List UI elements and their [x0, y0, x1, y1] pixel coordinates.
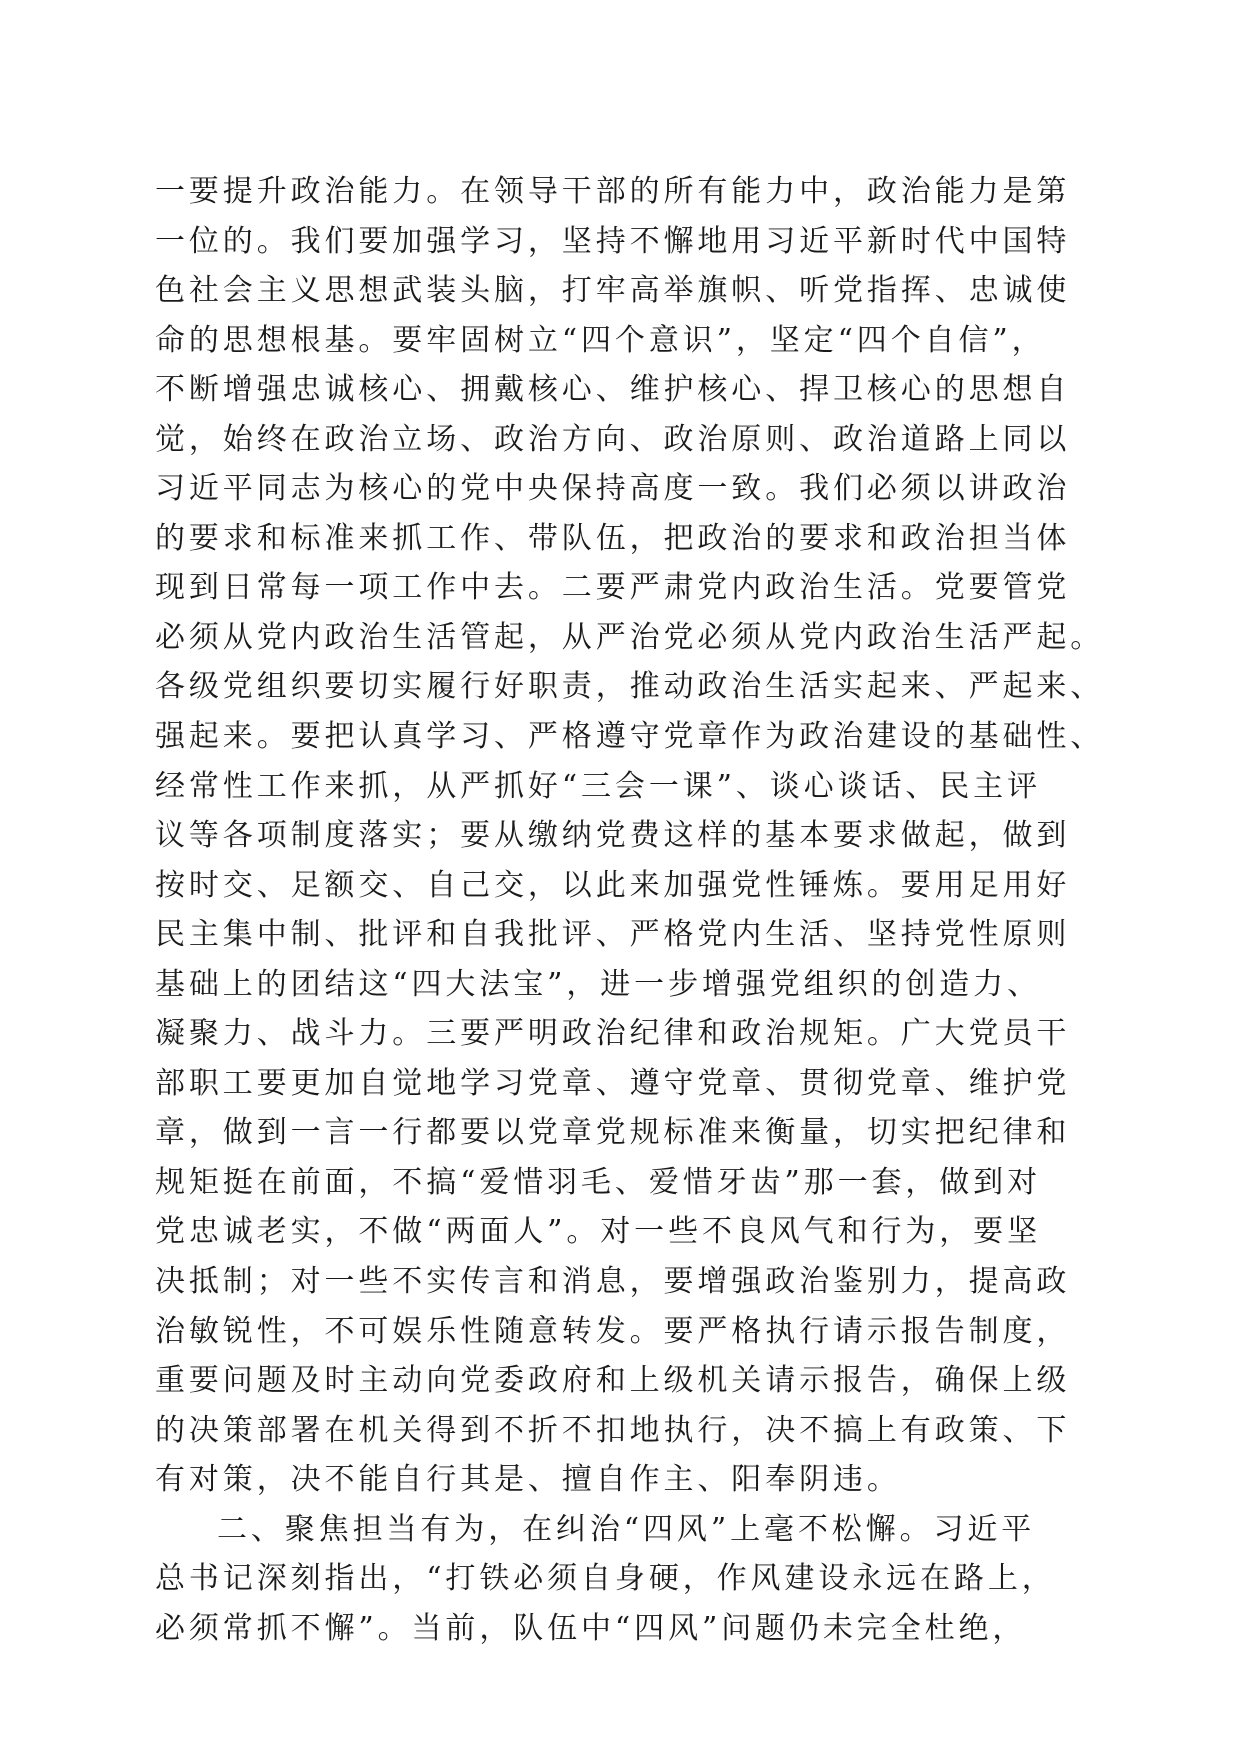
text-line: 部职工要更加自觉地学习党章、遵守党章、贯彻党章、维护党 [155, 1065, 1071, 1101]
text-line: 决抵制；对一些不实传言和消息，要增强政治鉴别力，提高政 [155, 1264, 1071, 1300]
text-line: 现到日常每一项工作中去。二要严肃党内政治生活。党要管党 [155, 570, 1071, 606]
text-line: 基础上的团结这“四大法宝”，进一步增强党组织的创造力、 [155, 966, 1041, 1002]
text-line: 按时交、足额交、自己交，以此来加强党性锤炼。要用足用好 [155, 867, 1071, 903]
text-line: 一位的。我们要加强学习，坚持不懈地用习近平新时代中国特 [155, 223, 1071, 259]
text-line: 的要求和标准来抓工作、带队伍，把政治的要求和政治担当体 [155, 520, 1071, 556]
text-line: 习近平同志为核心的党中央保持高度一致。我们必须以讲政治 [155, 471, 1071, 507]
text-line: 必须常抓不懈”。当前，队伍中“四风”问题仍未完全杜绝， [155, 1610, 1027, 1646]
text-line: 总书记深刻指出，“打铁必须自身硬，作风建设永远在路上， [155, 1561, 1056, 1597]
text-line: 各级党组织要切实履行好职责，推动政治生活实起来、严起来、 [155, 669, 1105, 705]
text-line: 一要提升政治能力。在领导干部的所有能力中，政治能力是第 [155, 174, 1071, 209]
text-line: 规矩挺在前面，不搞“爱惜羽毛、爱惜牙齿”那一套，做到对 [155, 1164, 1041, 1200]
text-line: 治敏锐性，不可娱乐性随意转发。要严格执行请示报告制度， [155, 1313, 1071, 1349]
text-line: 的决策部署在机关得到不折不扣地执行，决不搞上有政策、下 [155, 1412, 1071, 1448]
section-heading-line: 二、聚焦担当有为，在纠治“四风”上毫不松懈。习近平 [217, 1511, 1036, 1547]
text-line: 色社会主义思想武装头脑，打牢高举旗帜、听党指挥、忠诚使 [155, 273, 1071, 309]
text-line: 民主集中制、批评和自我批评、严格党内生活、坚持党性原则 [155, 917, 1071, 953]
text-line: 重要问题及时主动向党委政府和上级机关请示报告，确保上级 [155, 1363, 1071, 1399]
text-line: 党忠诚老实，不做“两面人”。对一些不良风气和行为，要坚 [155, 1214, 1041, 1250]
text-line: 强起来。要把认真学习、严格遵守党章作为政治建设的基础性、 [155, 719, 1105, 755]
text-line: 凝聚力、战斗力。三要严明政治纪律和政治规矩。广大党员干 [155, 1016, 1071, 1052]
text-line: 有对策，决不能自行其是、擅自作主、阳奉阴违。 [155, 1462, 901, 1498]
text-line: 不断增强忠诚核心、拥戴核心、维护核心、捍卫核心的思想自 [155, 372, 1071, 408]
text-line: 章，做到一言一行都要以党章党规标准来衡量，切实把纪律和 [155, 1115, 1071, 1151]
text-line: 命的思想根基。要牢固树立“四个意识”，坚定“四个自信”， [155, 322, 1046, 358]
text-line: 议等各项制度落实；要从缴纳党费这样的基本要求做起，做到 [155, 818, 1071, 854]
text-line: 必须从党内政治生活管起，从严治党必须从党内政治生活严起。 [155, 619, 1105, 655]
text-line: 经常性工作来抓，从严抓好“三会一课”、谈心谈话、民主评 [155, 768, 1041, 804]
text-line: 觉，始终在政治立场、政治方向、政治原则、政治道路上同以 [155, 421, 1071, 457]
body-text [155, 167, 1105, 1653]
